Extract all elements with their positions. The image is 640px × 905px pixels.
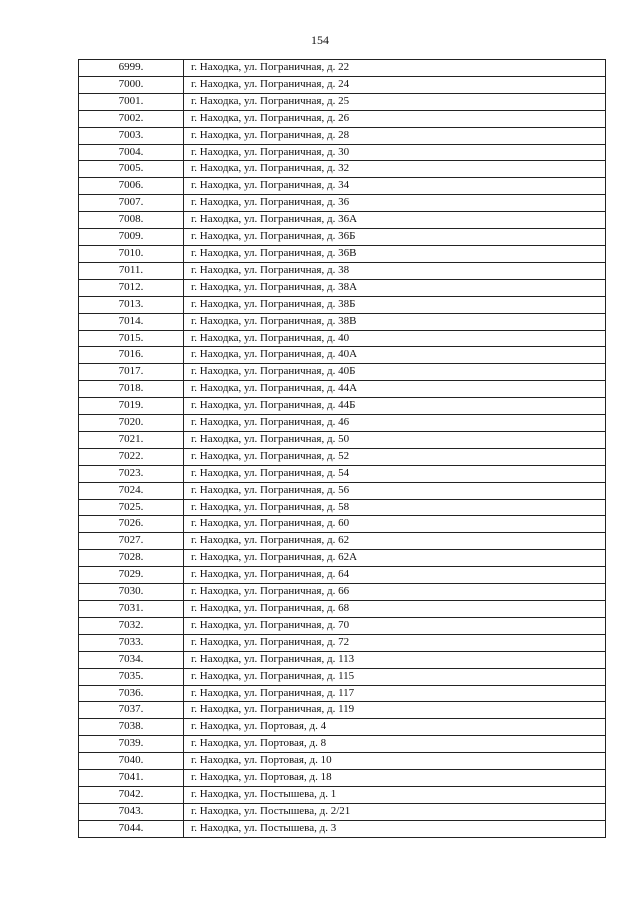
row-number: 6999. (79, 60, 184, 77)
address-table-body (79, 60, 606, 838)
address-cell: г. Находка, ул. Пограничная, д. 64 (184, 567, 606, 584)
address-cell: г. Находка, ул. Пограничная, д. 24 (184, 76, 606, 93)
address-cell: г. Находка, ул. Пограничная, д. 28 (184, 127, 606, 144)
address-cell: г. Находка, ул. Пограничная, д. 52 (184, 448, 606, 465)
row-number: 7019. (79, 398, 184, 415)
table-row (79, 516, 606, 533)
row-number: 7013. (79, 296, 184, 313)
address-table (78, 59, 606, 838)
table-row (79, 770, 606, 787)
row-number: 7037. (79, 702, 184, 719)
table-row (79, 499, 606, 516)
row-number: 7004. (79, 144, 184, 161)
address-cell: г. Находка, ул. Постышева, д. 1 (184, 786, 606, 803)
address-cell: г. Находка, ул. Портовая, д. 4 (184, 719, 606, 736)
address-cell: г. Находка, ул. Пограничная, д. 62 (184, 533, 606, 550)
address-cell: г. Находка, ул. Пограничная, д. 70 (184, 617, 606, 634)
row-number: 7030. (79, 584, 184, 601)
address-cell: г. Находка, ул. Пограничная, д. 40А (184, 347, 606, 364)
row-number: 7000. (79, 76, 184, 93)
row-number: 7024. (79, 482, 184, 499)
address-cell: г. Находка, ул. Пограничная, д. 40 (184, 330, 606, 347)
table-row (79, 229, 606, 246)
address-cell: г. Находка, ул. Портовая, д. 18 (184, 770, 606, 787)
table-row (79, 431, 606, 448)
table-row (79, 753, 606, 770)
address-cell: г. Находка, ул. Пограничная, д. 36 (184, 195, 606, 212)
table-row (79, 127, 606, 144)
address-cell: г. Находка, ул. Пограничная, д. 68 (184, 601, 606, 618)
table-row (79, 76, 606, 93)
table-row (79, 195, 606, 212)
row-number: 7016. (79, 347, 184, 364)
table-row (79, 465, 606, 482)
address-cell: г. Находка, ул. Пограничная, д. 56 (184, 482, 606, 499)
address-cell: г. Находка, ул. Пограничная, д. 26 (184, 110, 606, 127)
table-row (79, 178, 606, 195)
table-row (79, 533, 606, 550)
table-row (79, 161, 606, 178)
table-row (79, 584, 606, 601)
address-cell: г. Находка, ул. Пограничная, д. 44А (184, 381, 606, 398)
address-cell: г. Находка, ул. Портовая, д. 8 (184, 736, 606, 753)
table-row (79, 347, 606, 364)
address-cell: г. Находка, ул. Пограничная, д. 60 (184, 516, 606, 533)
address-cell: г. Находка, ул. Пограничная, д. 72 (184, 634, 606, 651)
address-cell: г. Находка, ул. Пограничная, д. 113 (184, 651, 606, 668)
table-row (79, 634, 606, 651)
row-number: 7014. (79, 313, 184, 330)
row-number: 7012. (79, 279, 184, 296)
table-row (79, 381, 606, 398)
address-cell: г. Находка, ул. Пограничная, д. 38Б (184, 296, 606, 313)
table-row (79, 685, 606, 702)
row-number: 7032. (79, 617, 184, 634)
address-cell: г. Находка, ул. Пограничная, д. 38А (184, 279, 606, 296)
row-number: 7031. (79, 601, 184, 618)
row-number: 7002. (79, 110, 184, 127)
address-cell: г. Находка, ул. Пограничная, д. 36В (184, 245, 606, 262)
table-row (79, 262, 606, 279)
row-number: 7035. (79, 668, 184, 685)
address-cell: г. Находка, ул. Постышева, д. 2/21 (184, 803, 606, 820)
table-row (79, 482, 606, 499)
row-number: 7020. (79, 415, 184, 432)
row-number: 7044. (79, 820, 184, 837)
table-row (79, 364, 606, 381)
table-row (79, 702, 606, 719)
address-cell: г. Находка, ул. Пограничная, д. 62А (184, 550, 606, 567)
row-number: 7029. (79, 567, 184, 584)
table-row (79, 415, 606, 432)
address-cell: г. Находка, ул. Пограничная, д. 50 (184, 431, 606, 448)
row-number: 7015. (79, 330, 184, 347)
table-row (79, 448, 606, 465)
row-number: 7028. (79, 550, 184, 567)
row-number: 7005. (79, 161, 184, 178)
address-cell: г. Находка, ул. Пограничная, д. 117 (184, 685, 606, 702)
table-row (79, 567, 606, 584)
row-number: 7033. (79, 634, 184, 651)
table-row (79, 60, 606, 77)
row-number: 7021. (79, 431, 184, 448)
address-cell: г. Находка, ул. Пограничная, д. 66 (184, 584, 606, 601)
address-cell: г. Находка, ул. Пограничная, д. 36А (184, 212, 606, 229)
table-row (79, 719, 606, 736)
row-number: 7025. (79, 499, 184, 516)
row-number: 7003. (79, 127, 184, 144)
table-row (79, 601, 606, 618)
row-number: 7036. (79, 685, 184, 702)
row-number: 7010. (79, 245, 184, 262)
table-row (79, 144, 606, 161)
table-row (79, 330, 606, 347)
row-number: 7042. (79, 786, 184, 803)
table-row (79, 296, 606, 313)
address-cell: г. Находка, ул. Пограничная, д. 40Б (184, 364, 606, 381)
address-cell: г. Находка, ул. Пограничная, д. 58 (184, 499, 606, 516)
table-row (79, 93, 606, 110)
address-cell: г. Находка, ул. Пограничная, д. 38В (184, 313, 606, 330)
row-number: 7038. (79, 719, 184, 736)
table-row (79, 110, 606, 127)
table-row (79, 786, 606, 803)
row-number: 7007. (79, 195, 184, 212)
address-cell: г. Находка, ул. Пограничная, д. 115 (184, 668, 606, 685)
row-number: 7008. (79, 212, 184, 229)
table-row (79, 803, 606, 820)
table-row (79, 398, 606, 415)
table-row (79, 651, 606, 668)
address-cell: г. Находка, ул. Пограничная, д. 38 (184, 262, 606, 279)
table-row (79, 668, 606, 685)
address-cell: г. Находка, ул. Пограничная, д. 32 (184, 161, 606, 178)
table-row (79, 212, 606, 229)
table-row (79, 279, 606, 296)
address-cell: г. Находка, ул. Пограничная, д. 36Б (184, 229, 606, 246)
address-cell: г. Находка, ул. Пограничная, д. 44Б (184, 398, 606, 415)
address-cell: г. Находка, ул. Портовая, д. 10 (184, 753, 606, 770)
row-number: 7011. (79, 262, 184, 279)
table-row (79, 820, 606, 837)
row-number: 7041. (79, 770, 184, 787)
row-number: 7022. (79, 448, 184, 465)
row-number: 7039. (79, 736, 184, 753)
row-number: 7001. (79, 93, 184, 110)
row-number: 7027. (79, 533, 184, 550)
row-number: 7017. (79, 364, 184, 381)
row-number: 7043. (79, 803, 184, 820)
address-cell: г. Находка, ул. Пограничная, д. 46 (184, 415, 606, 432)
table-row (79, 736, 606, 753)
row-number: 7006. (79, 178, 184, 195)
address-cell: г. Находка, ул. Пограничная, д. 54 (184, 465, 606, 482)
row-number: 7023. (79, 465, 184, 482)
row-number: 7009. (79, 229, 184, 246)
address-cell: г. Находка, ул. Пограничная, д. 22 (184, 60, 606, 77)
address-cell: г. Находка, ул. Пограничная, д. 119 (184, 702, 606, 719)
address-cell: г. Находка, ул. Пограничная, д. 25 (184, 93, 606, 110)
address-cell: г. Находка, ул. Постышева, д. 3 (184, 820, 606, 837)
table-row (79, 617, 606, 634)
page-number: 154 (311, 33, 329, 47)
row-number: 7018. (79, 381, 184, 398)
row-number: 7034. (79, 651, 184, 668)
table-row (79, 245, 606, 262)
row-number: 7026. (79, 516, 184, 533)
address-cell: г. Находка, ул. Пограничная, д. 30 (184, 144, 606, 161)
table-row (79, 550, 606, 567)
row-number: 7040. (79, 753, 184, 770)
address-cell: г. Находка, ул. Пограничная, д. 34 (184, 178, 606, 195)
table-row (79, 313, 606, 330)
